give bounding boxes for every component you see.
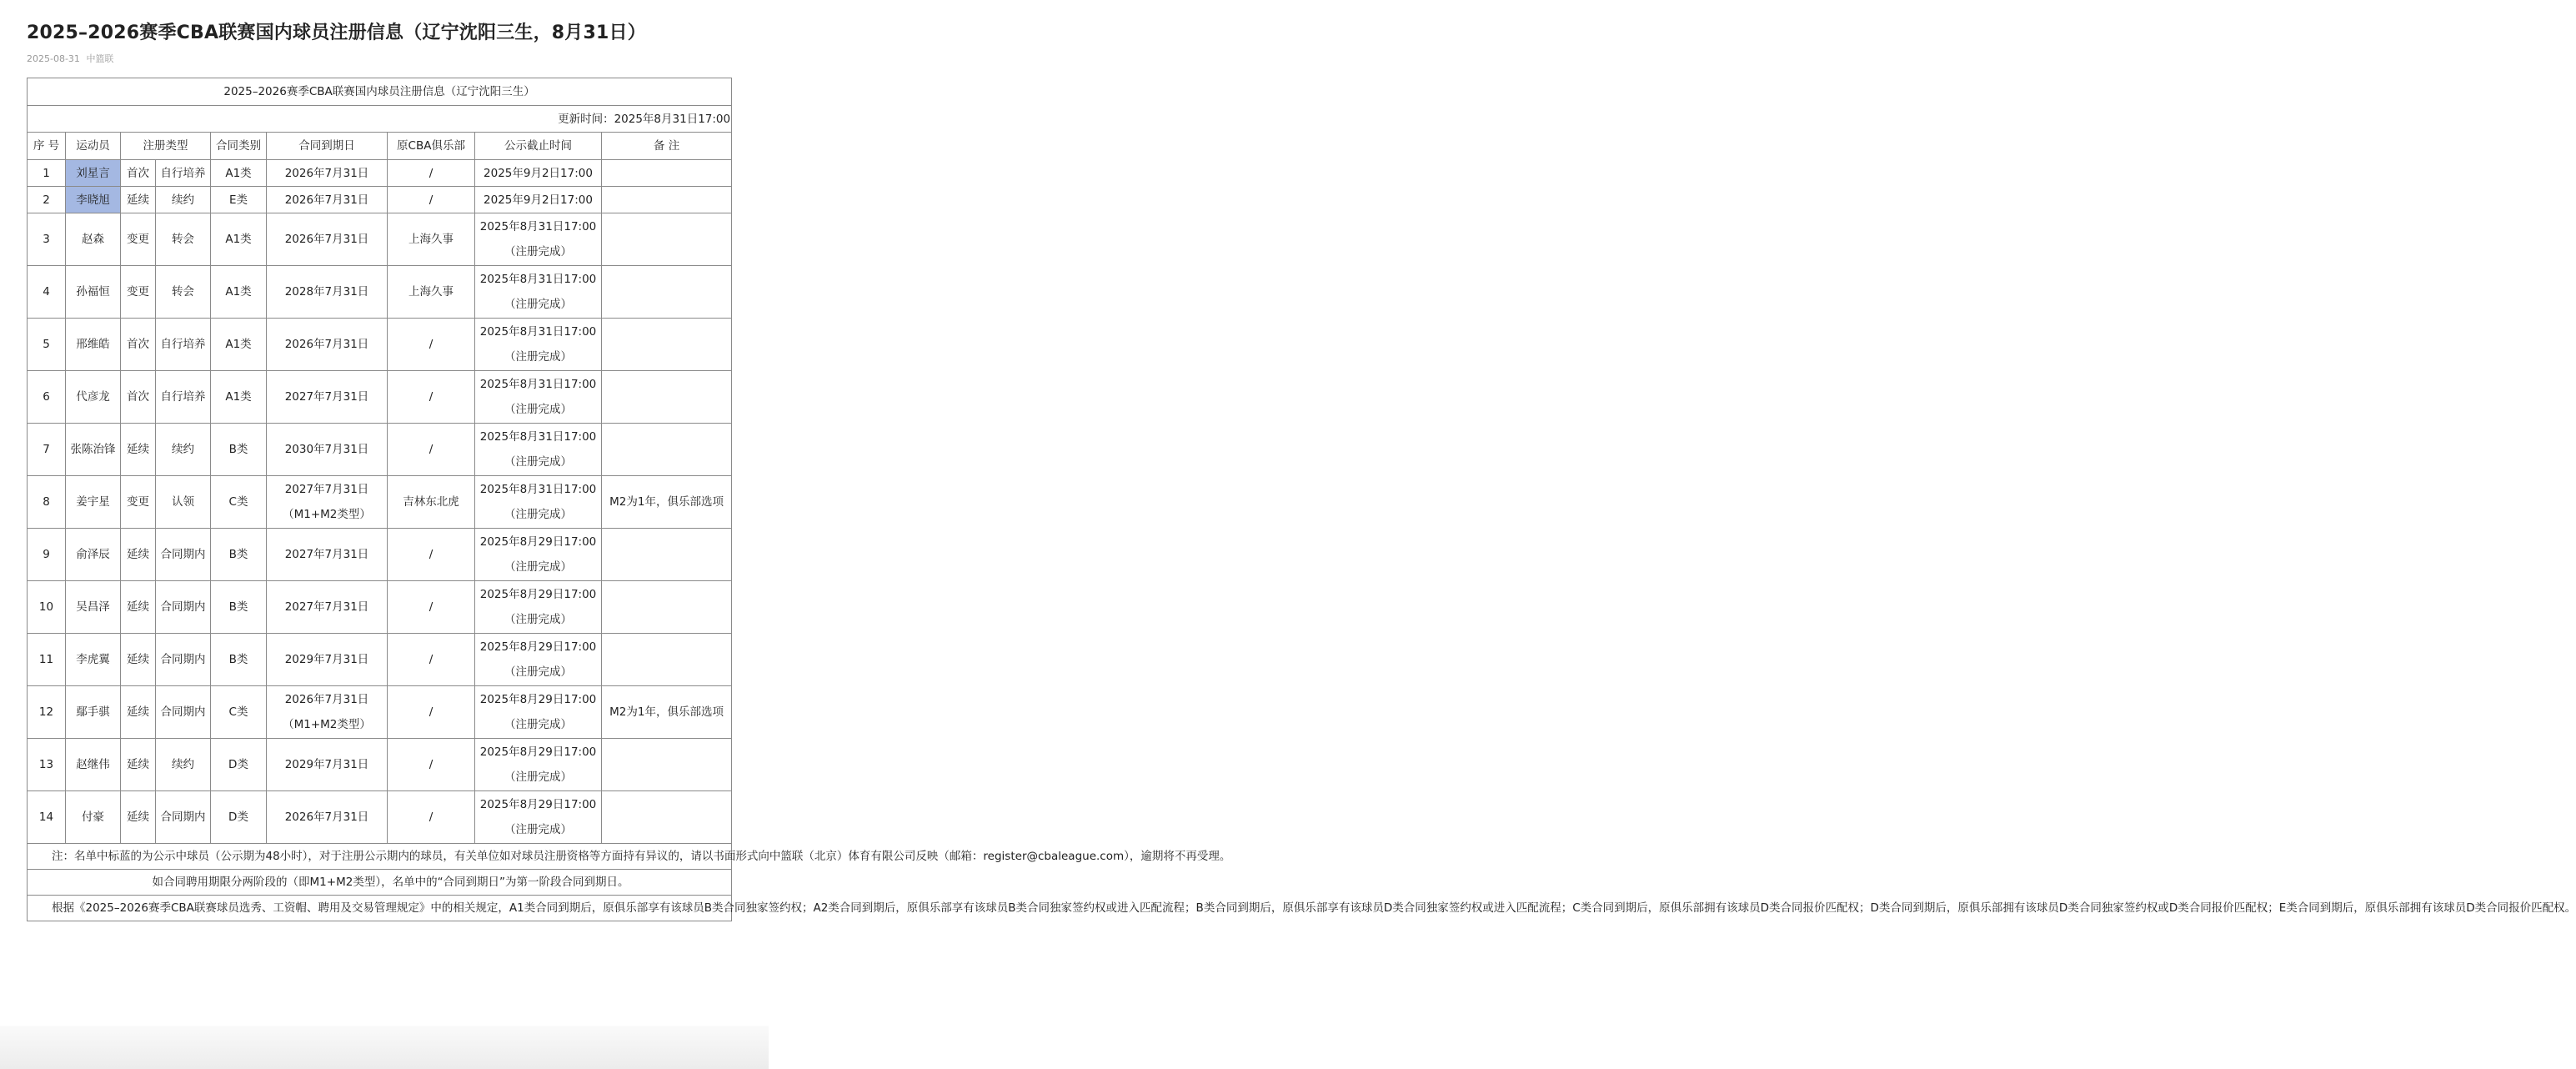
contract-category: B类 [211, 581, 267, 634]
note-text: 如合同聘用期限分两阶段的（即M1+M2类型），名单中的“合同到期日”为第一阶段合同到期日。 [28, 870, 732, 896]
registration-type: 延续 [121, 581, 156, 634]
registration-table [27, 78, 2576, 921]
contract-category: D类 [211, 739, 267, 791]
header-expiry: 合同到期日 [267, 133, 388, 160]
contract-expiry [267, 634, 388, 686]
registration-type: 延续 [121, 739, 156, 791]
table-row [28, 686, 732, 739]
contract-expiry-line1: 2026年7月31日 [284, 233, 369, 246]
remark [602, 213, 732, 266]
registration-type: 延续 [121, 187, 156, 213]
contract-category: A1类 [211, 160, 267, 187]
contract-expiry [267, 319, 388, 371]
former-club: / [388, 371, 475, 424]
announcement-deadline-line1: 2025年8月31日17:00 [479, 273, 597, 286]
contract-expiry-line1: 2027年7月31日 [284, 548, 369, 561]
announcement-deadline [475, 686, 602, 739]
contract-expiry [267, 371, 388, 424]
header-deadline: 公示截止时间 [475, 133, 602, 160]
contract-expiry [267, 581, 388, 634]
contract-expiry-line1: 2028年7月31日 [284, 285, 369, 299]
registration-type: 延续 [121, 634, 156, 686]
row-number: 2 [28, 187, 66, 213]
row-number: 4 [28, 266, 66, 319]
former-club: / [388, 160, 475, 187]
remark: M2为1年，俱乐部选项 [602, 686, 732, 739]
note-text: 注：名单中标蓝的为公示中球员（公示期为48小时），对于注册公示期内的球员，有关单位如对球员注册资格等方面持有异议的，请以书面形式向中篮联（北京）体育有限公司反映（邮箱：register@cbaleague.com），逾期将不再受理。 [28, 844, 732, 870]
registration-type: 延续 [121, 686, 156, 739]
table-row [28, 634, 732, 686]
announcement-deadline-line2: （注册完成） [504, 403, 572, 416]
source-name: 中篮联 [86, 53, 114, 64]
announcement-deadline [475, 581, 602, 634]
registration-subtype: 续约 [156, 739, 211, 791]
contract-category: E类 [211, 187, 267, 213]
table-row [28, 476, 732, 529]
announcement-deadline-line1: 2025年8月29日17:00 [479, 693, 597, 706]
athlete-name: 孙福恒 [66, 266, 121, 319]
table-row [28, 581, 732, 634]
registration-subtype: 合同期内 [156, 529, 211, 581]
announcement-deadline [475, 529, 602, 581]
announcement-deadline-line1: 2025年8月29日17:00 [479, 535, 597, 549]
row-number: 8 [28, 476, 66, 529]
former-club: / [388, 187, 475, 213]
registration-subtype: 合同期内 [156, 791, 211, 844]
athlete-name: 赵继伟 [66, 739, 121, 791]
announcement-deadline [475, 187, 602, 213]
announcement-deadline [475, 319, 602, 371]
row-number: 9 [28, 529, 66, 581]
contract-expiry [267, 266, 388, 319]
contract-category: A1类 [211, 213, 267, 266]
athlete-name: 张陈治锋 [66, 424, 121, 476]
row-number: 13 [28, 739, 66, 791]
announcement-deadline-line2: （注册完成） [504, 665, 572, 679]
remark [602, 529, 732, 581]
contract-expiry-line1: 2026年7月31日 [284, 338, 369, 351]
header-reg-type: 注册类型 [121, 133, 211, 160]
remark [602, 187, 732, 213]
contract-expiry-line1: 2029年7月31日 [284, 758, 369, 771]
registration-subtype: 转会 [156, 266, 211, 319]
row-number: 12 [28, 686, 66, 739]
remark [602, 634, 732, 686]
contract-expiry [267, 529, 388, 581]
announcement-deadline-line2: （注册完成） [504, 350, 572, 364]
registration-subtype: 自行培养 [156, 319, 211, 371]
contract-expiry [267, 187, 388, 213]
remark [602, 424, 732, 476]
contract-expiry-line1: 2027年7月31日 [284, 483, 369, 496]
announcement-deadline [475, 476, 602, 529]
remark [602, 160, 732, 187]
athlete-name: 李晓旭 [66, 187, 121, 213]
article-meta [27, 52, 117, 65]
announcement-deadline [475, 371, 602, 424]
announcement-deadline-line2: （注册完成） [504, 613, 572, 626]
header-row [28, 133, 732, 160]
table-row [28, 739, 732, 791]
publish-date: 2025-08-31 [27, 53, 80, 64]
contract-expiry [267, 476, 388, 529]
announcement-deadline [475, 739, 602, 791]
former-club: / [388, 529, 475, 581]
registration-type: 延续 [121, 424, 156, 476]
remark [602, 319, 732, 371]
former-club: / [388, 739, 475, 791]
former-club: 上海久事 [388, 266, 475, 319]
former-club: / [388, 581, 475, 634]
athlete-name: 姜宇星 [66, 476, 121, 529]
announcement-deadline-line1: 2025年9月2日17:00 [484, 193, 593, 207]
registration-subtype: 认领 [156, 476, 211, 529]
contract-category: A1类 [211, 319, 267, 371]
registration-type: 变更 [121, 476, 156, 529]
contract-expiry-line2: （M1+M2类型） [283, 508, 371, 521]
table-caption: 2025–2026赛季CBA联赛国内球员注册信息（辽宁沈阳三生） [28, 78, 732, 106]
announcement-deadline-line1: 2025年8月31日17:00 [479, 325, 597, 339]
announcement-deadline-line2: （注册完成） [504, 823, 572, 836]
contract-category: B类 [211, 529, 267, 581]
note-text: 根据《2025–2026赛季CBA联赛球员选秀、工资帽、聘用及交易管理规定》中的相关规定，A1类合同到期后，原俱乐部享有该球员B类合同独家签约权；A2类合同到期后，原俱乐部享有该球员B类合同独家签约权或进入匹配流程；B类合同到期后，原俱乐部享有该球员D类合同独家签约权或进入匹配流程；C类合同到期后，原俱乐部拥有该球员D类合同报价匹配权；D类合同到期后，原俱乐部拥有该球员D类合同独家签约权或D类合同报价匹配权；E类合同到期后，原俱乐部拥有该球员D类合同报价匹配权。 [28, 896, 732, 921]
registration-subtype: 合同期内 [156, 581, 211, 634]
announcement-deadline-line2: （注册完成） [504, 508, 572, 521]
announcement-deadline-line1: 2025年8月29日17:00 [479, 588, 597, 601]
announcement-deadline [475, 634, 602, 686]
announcement-deadline-line1: 2025年8月31日17:00 [479, 483, 597, 496]
table-row [28, 529, 732, 581]
header-remark: 备 注 [602, 133, 732, 160]
registration-type: 延续 [121, 791, 156, 844]
row-number: 1 [28, 160, 66, 187]
header-no: 序 号 [28, 133, 66, 160]
registration-subtype: 自行培养 [156, 371, 211, 424]
athlete-name: 代彦龙 [66, 371, 121, 424]
announcement-deadline [475, 266, 602, 319]
announcement-deadline-line2: （注册完成） [504, 770, 572, 784]
remark [602, 791, 732, 844]
updated-time: 更新时间：2025年8月31日17:00 [28, 106, 732, 133]
announcement-deadline-line1: 2025年8月31日17:00 [479, 220, 597, 233]
former-club: 上海久事 [388, 213, 475, 266]
announcement-deadline-line2: （注册完成） [504, 455, 572, 469]
contract-expiry [267, 791, 388, 844]
contract-category: C类 [211, 686, 267, 739]
registration-subtype: 自行培养 [156, 160, 211, 187]
header-former-club: 原CBA俱乐部 [388, 133, 475, 160]
announcement-deadline-line1: 2025年9月2日17:00 [484, 166, 593, 180]
announcement-deadline-line2: （注册完成） [504, 560, 572, 574]
table-row [28, 187, 732, 213]
row-number: 7 [28, 424, 66, 476]
note-row [28, 844, 732, 870]
athlete-name: 李虎翼 [66, 634, 121, 686]
row-number: 3 [28, 213, 66, 266]
contract-expiry-line1: 2026年7月31日 [284, 811, 369, 824]
remark [602, 266, 732, 319]
athlete-name: 吴昌泽 [66, 581, 121, 634]
registration-type: 变更 [121, 213, 156, 266]
announcement-deadline-line1: 2025年8月31日17:00 [479, 430, 597, 444]
contract-expiry-line1: 2030年7月31日 [284, 443, 369, 456]
announcement-deadline-line2: （注册完成） [504, 298, 572, 311]
former-club: / [388, 634, 475, 686]
table-row [28, 266, 732, 319]
registration-type: 首次 [121, 319, 156, 371]
announcement-deadline-line1: 2025年8月31日17:00 [479, 378, 597, 391]
former-club: / [388, 791, 475, 844]
registration-subtype: 合同期内 [156, 634, 211, 686]
former-club: / [388, 686, 475, 739]
registration-type: 首次 [121, 371, 156, 424]
row-number: 6 [28, 371, 66, 424]
contract-expiry-line1: 2026年7月31日 [284, 193, 369, 207]
athlete-name: 邢维皓 [66, 319, 121, 371]
table-row [28, 160, 732, 187]
former-club: / [388, 319, 475, 371]
contract-expiry-line1: 2029年7月31日 [284, 653, 369, 666]
contract-expiry-line1: 2027年7月31日 [284, 600, 369, 614]
announcement-deadline-line2: （注册完成） [504, 245, 572, 258]
contract-category: A1类 [211, 371, 267, 424]
contract-expiry [267, 739, 388, 791]
row-number: 11 [28, 634, 66, 686]
note-row [28, 896, 732, 921]
table-row [28, 791, 732, 844]
former-club: / [388, 424, 475, 476]
announcement-deadline [475, 791, 602, 844]
contract-category: B类 [211, 634, 267, 686]
registration-subtype: 合同期内 [156, 686, 211, 739]
remark [602, 739, 732, 791]
contract-expiry-line1: 2026年7月31日 [284, 166, 369, 180]
row-number: 14 [28, 791, 66, 844]
contract-category: C类 [211, 476, 267, 529]
announcement-deadline [475, 213, 602, 266]
registration-type: 首次 [121, 160, 156, 187]
contract-expiry [267, 686, 388, 739]
announcement-deadline [475, 424, 602, 476]
announcement-deadline [475, 160, 602, 187]
contract-category: D类 [211, 791, 267, 844]
athlete-name: 俞泽辰 [66, 529, 121, 581]
header-contract-category: 合同类别 [211, 133, 267, 160]
remark: M2为1年，俱乐部选项 [602, 476, 732, 529]
registration-subtype: 转会 [156, 213, 211, 266]
athlete-name: 付豪 [66, 791, 121, 844]
announcement-deadline-line1: 2025年8月29日17:00 [479, 798, 597, 811]
row-number: 5 [28, 319, 66, 371]
registration-subtype: 续约 [156, 424, 211, 476]
table-row [28, 424, 732, 476]
table-row [28, 213, 732, 266]
contract-expiry-line1: 2026年7月31日 [284, 693, 369, 706]
footer-bar [0, 1026, 769, 1069]
athlete-name: 鄢手骐 [66, 686, 121, 739]
registration-type: 延续 [121, 529, 156, 581]
former-club: 吉林东北虎 [388, 476, 475, 529]
table-row [28, 371, 732, 424]
announcement-deadline-line1: 2025年8月29日17:00 [479, 745, 597, 759]
remark [602, 371, 732, 424]
header-athlete: 运动员 [66, 133, 121, 160]
remark [602, 581, 732, 634]
contract-expiry-line2: （M1+M2类型） [283, 718, 371, 731]
contract-category: B类 [211, 424, 267, 476]
registration-subtype: 续约 [156, 187, 211, 213]
row-number: 10 [28, 581, 66, 634]
announcement-deadline-line2: （注册完成） [504, 718, 572, 731]
contract-expiry [267, 424, 388, 476]
contract-expiry-line1: 2027年7月31日 [284, 390, 369, 404]
athlete-name: 赵森 [66, 213, 121, 266]
athlete-name: 刘星言 [66, 160, 121, 187]
registration-type: 变更 [121, 266, 156, 319]
page-title: 2025–2026赛季CBA联赛国内球员注册信息（辽宁沈阳三生，8月31日） [27, 23, 646, 43]
note-row [28, 870, 732, 896]
announcement-deadline-line1: 2025年8月29日17:00 [479, 640, 597, 654]
contract-category: A1类 [211, 266, 267, 319]
contract-expiry [267, 213, 388, 266]
contract-expiry [267, 160, 388, 187]
table-row [28, 319, 732, 371]
